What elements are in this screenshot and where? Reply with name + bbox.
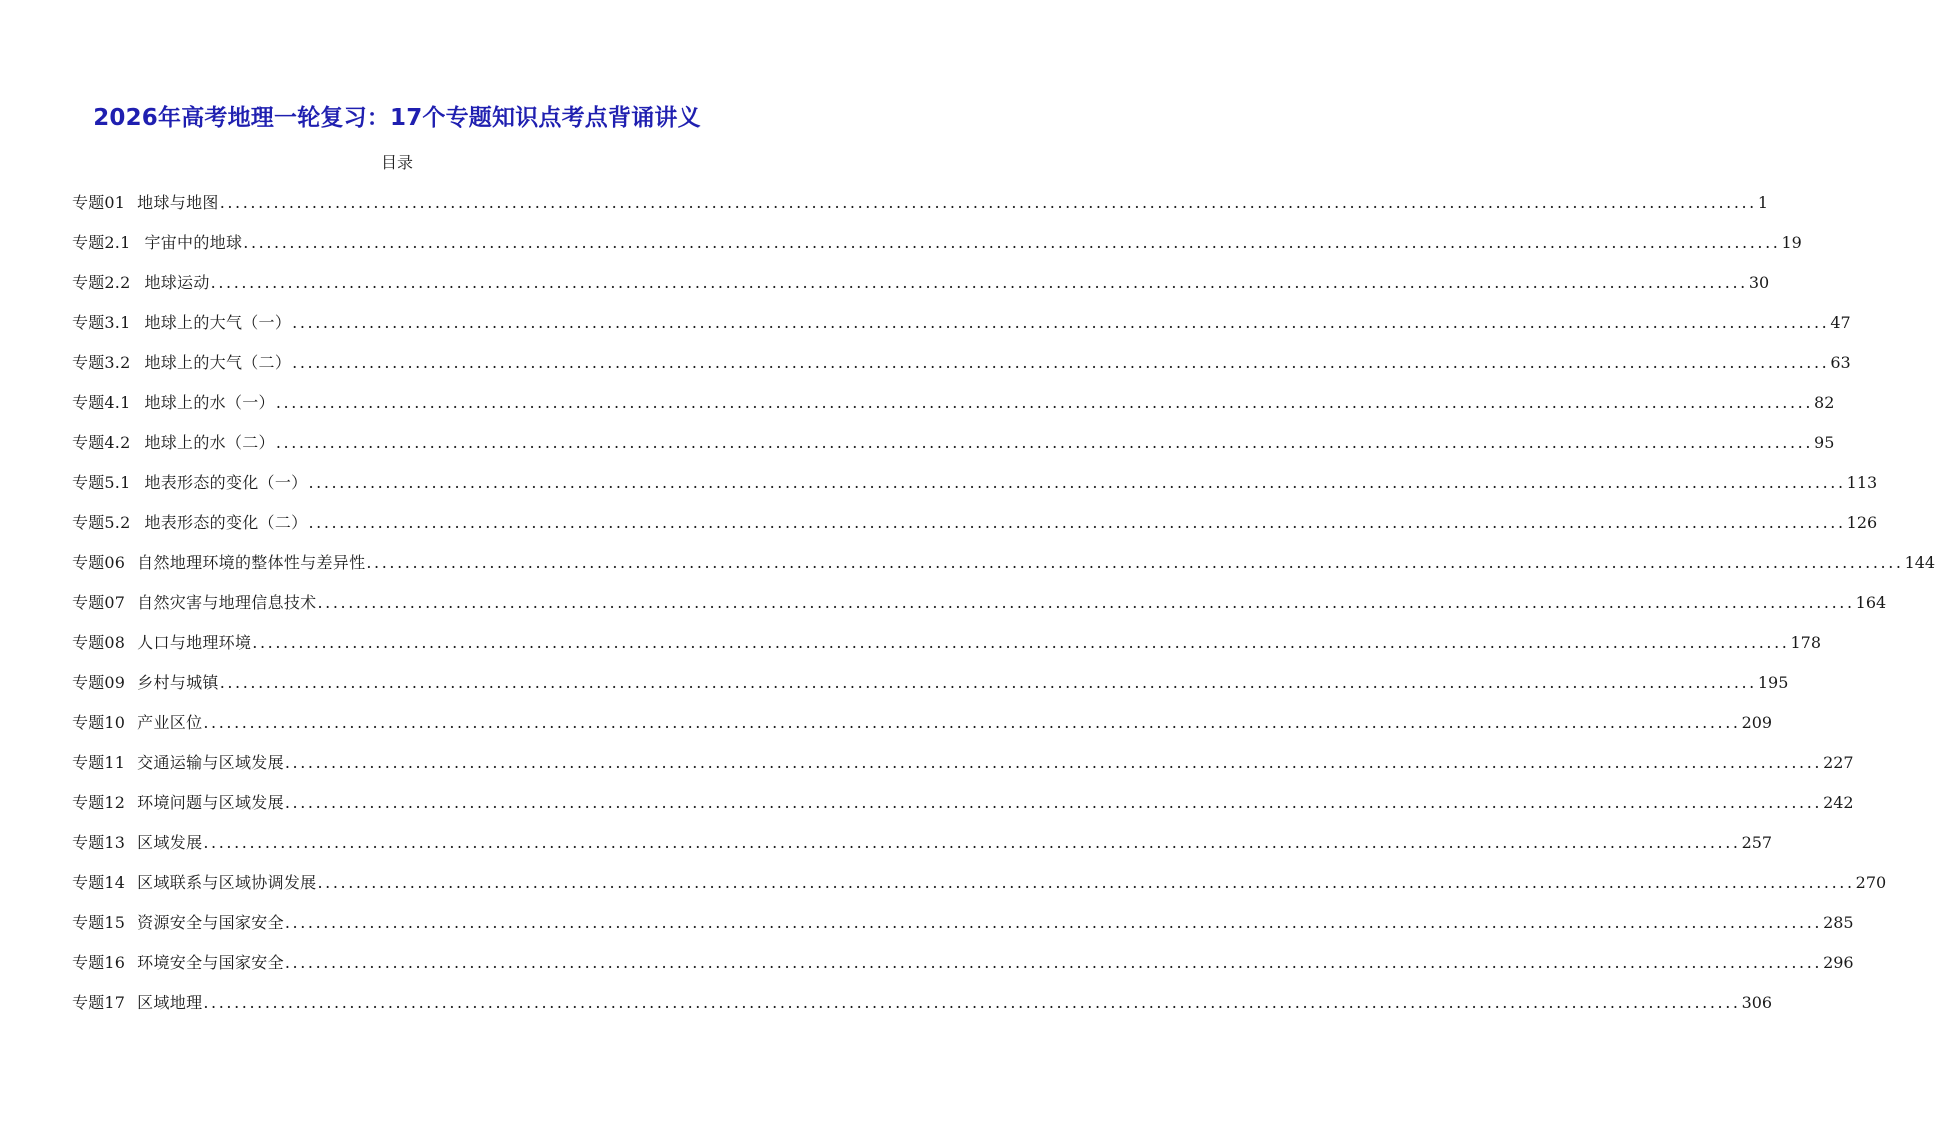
toc-entry[interactable] (72, 231, 1802, 271)
toc-dot-leader: ........................................................................................................................................................................................................ (284, 753, 1823, 772)
toc-entry[interactable] (72, 271, 1770, 311)
toc-dot-leader: ........................................................................................................................................................................................................ (292, 313, 1830, 332)
toc-entry[interactable] (72, 311, 1851, 351)
toc-entry-title: 自然地理环境的整体性与差异性 (137, 553, 366, 572)
toc-entry[interactable] (72, 911, 1854, 951)
toc-entry[interactable] (72, 591, 1887, 631)
toc-entry-number: 专题4.2 (72, 433, 131, 452)
toc-dot-leader: ........................................................................................................................................................................................................ (219, 673, 1757, 692)
toc-dot-leader: ........................................................................................................................................................................................................ (210, 273, 1748, 292)
toc-dot-leader: ........................................................................................................................................................................................................ (203, 713, 1741, 732)
toc-dot-leader: ........................................................................................................................................................................................................ (366, 553, 1904, 572)
toc-entry-title: 地球上的水（二） (144, 433, 275, 452)
toc-entry-page-number: 164 (1855, 593, 1887, 612)
toc-dot-leader: ........................................................................................................................................................................................................ (317, 593, 1855, 612)
toc-entry-page-number: 30 (1748, 273, 1770, 292)
toc-entry[interactable] (72, 831, 1773, 871)
toc-entry-title: 地球与地图 (137, 193, 219, 212)
toc-entry-page-number: 95 (1814, 433, 1835, 452)
toc-dot-leader: ........................................................................................................................................................................................................ (275, 393, 1814, 412)
toc-entry-title: 地球上的水（一） (144, 393, 275, 412)
toc-entry[interactable] (72, 431, 1835, 471)
toc-entry-page-number: 126 (1846, 513, 1878, 532)
toc-entry-page-number: 242 (1823, 793, 1854, 812)
toc-entry-number: 专题17 (72, 993, 126, 1012)
toc-entry[interactable] (72, 711, 1773, 751)
toc-entry-page-number: 47 (1830, 313, 1851, 332)
toc-entry-page-number: 19 (1781, 233, 1802, 252)
toc-entry[interactable] (72, 551, 1935, 591)
toc-entry[interactable] (72, 471, 1878, 511)
toc-entry-title: 产业区位 (137, 713, 203, 732)
toc-entry-title: 人口与地理环境 (137, 633, 252, 652)
toc-entry-number: 专题09 (72, 673, 126, 692)
toc-entry[interactable] (72, 791, 1854, 831)
toc-entry-title: 区域发展 (137, 833, 203, 852)
toc-dot-leader: ........................................................................................................................................................................................................ (308, 513, 1846, 532)
toc-entry-page-number: 178 (1790, 633, 1822, 652)
toc-entry-number: 专题3.2 (72, 353, 131, 372)
toc-dot-leader: ........................................................................................................................................................................................................ (243, 233, 1781, 252)
toc-entry-number: 专题08 (72, 633, 126, 652)
toc-entry-page-number: 270 (1855, 873, 1887, 892)
toc-entry-title: 乡村与城镇 (137, 673, 219, 692)
toc-entry-page-number: 285 (1823, 913, 1854, 932)
toc-entry-number: 专题4.1 (72, 393, 131, 412)
toc-entry-number: 专题14 (72, 873, 126, 892)
toc-entry-page-number: 63 (1830, 353, 1851, 372)
toc-entry-number: 专题12 (72, 793, 126, 812)
toc-entry-title: 环境安全与国家安全 (137, 953, 284, 972)
toc-entry-title: 宇宙中的地球 (144, 233, 243, 252)
toc-dot-leader: ........................................................................................................................................................................................................ (284, 793, 1823, 812)
toc-entry-number: 专题01 (72, 193, 126, 212)
toc-dot-leader: ........................................................................................................................................................................................................ (308, 473, 1846, 492)
toc-entry-title: 环境问题与区域发展 (137, 793, 284, 812)
toc-entry[interactable] (72, 191, 1769, 231)
toc-entry[interactable] (72, 871, 1887, 911)
toc-entry-page-number: 209 (1741, 713, 1773, 732)
toc-entry-number: 专题07 (72, 593, 126, 612)
toc-entry-page-number: 257 (1741, 833, 1773, 852)
toc-entry-page-number: 144 (1904, 553, 1935, 572)
toc-entry[interactable] (72, 351, 1851, 391)
toc-entry-title: 地表形态的变化（二） (144, 513, 308, 532)
toc-entry[interactable] (72, 631, 1822, 671)
toc-entry-title: 区域联系与区域协调发展 (137, 873, 317, 892)
toc-dot-leader: ........................................................................................................................................................................................................ (275, 433, 1814, 452)
toc-entry-number: 专题5.2 (72, 513, 131, 532)
toc-entry[interactable] (72, 391, 1835, 431)
toc-dot-leader: ........................................................................................................................................................................................................ (203, 993, 1741, 1012)
toc-entry-number: 专题11 (72, 753, 126, 772)
toc-entry-page-number: 113 (1846, 473, 1878, 492)
toc-entry[interactable] (72, 951, 1854, 991)
toc-entry-number: 专题2.1 (72, 233, 131, 252)
toc-entry-title: 地球上的大气（二） (144, 353, 292, 372)
toc-entry-number: 专题15 (72, 913, 126, 932)
toc-dot-leader: ........................................................................................................................................................................................................ (317, 873, 1855, 892)
toc-entry-page-number: 296 (1823, 953, 1854, 972)
toc-entry-title: 地表形态的变化（一） (144, 473, 308, 492)
toc-entry-number: 专题2.2 (72, 273, 131, 292)
toc-entry-number: 专题10 (72, 713, 126, 732)
toc-dot-leader: ........................................................................................................................................................................................................ (219, 193, 1757, 212)
toc-entry-number: 专题16 (72, 953, 126, 972)
toc-entry[interactable] (72, 671, 1789, 711)
document-title: 2026年高考地理一轮复习：17个专题知识点考点背诵讲义 (93, 105, 701, 131)
toc-dot-leader: ........................................................................................................................................................................................................ (284, 913, 1823, 932)
toc-dot-leader: ........................................................................................................................................................................................................ (203, 833, 1741, 852)
toc-dot-leader: ........................................................................................................................................................................................................ (252, 633, 1790, 652)
table-of-contents (72, 191, 1935, 1031)
toc-entry-title: 自然灾害与地理信息技术 (137, 593, 317, 612)
toc-entry-page-number: 227 (1823, 753, 1854, 772)
toc-dot-leader: ........................................................................................................................................................................................................ (284, 953, 1823, 972)
toc-entry-title: 地球上的大气（一） (144, 313, 292, 332)
toc-entry-number: 专题13 (72, 833, 126, 852)
toc-entry-number: 专题5.1 (72, 473, 131, 492)
toc-entry-title: 资源安全与国家安全 (137, 913, 284, 932)
toc-entry-number: 专题06 (72, 553, 126, 572)
toc-entry-title: 区域地理 (137, 993, 203, 1012)
toc-entry[interactable] (72, 751, 1854, 791)
toc-entry-page-number: 195 (1757, 673, 1789, 692)
toc-entry[interactable] (72, 511, 1878, 551)
toc-dot-leader: ........................................................................................................................................................................................................ (292, 353, 1830, 372)
toc-entry-page-number: 82 (1814, 393, 1835, 412)
toc-entry-title: 地球运动 (144, 273, 210, 292)
toc-entry-title: 交通运输与区域发展 (137, 753, 284, 772)
toc-entry-number: 专题3.1 (72, 313, 131, 332)
toc-entry[interactable] (72, 991, 1773, 1031)
toc-entry-page-number: 1 (1757, 193, 1769, 212)
toc-entry-page-number: 306 (1741, 993, 1773, 1012)
toc-heading: 目录 (380, 153, 413, 172)
